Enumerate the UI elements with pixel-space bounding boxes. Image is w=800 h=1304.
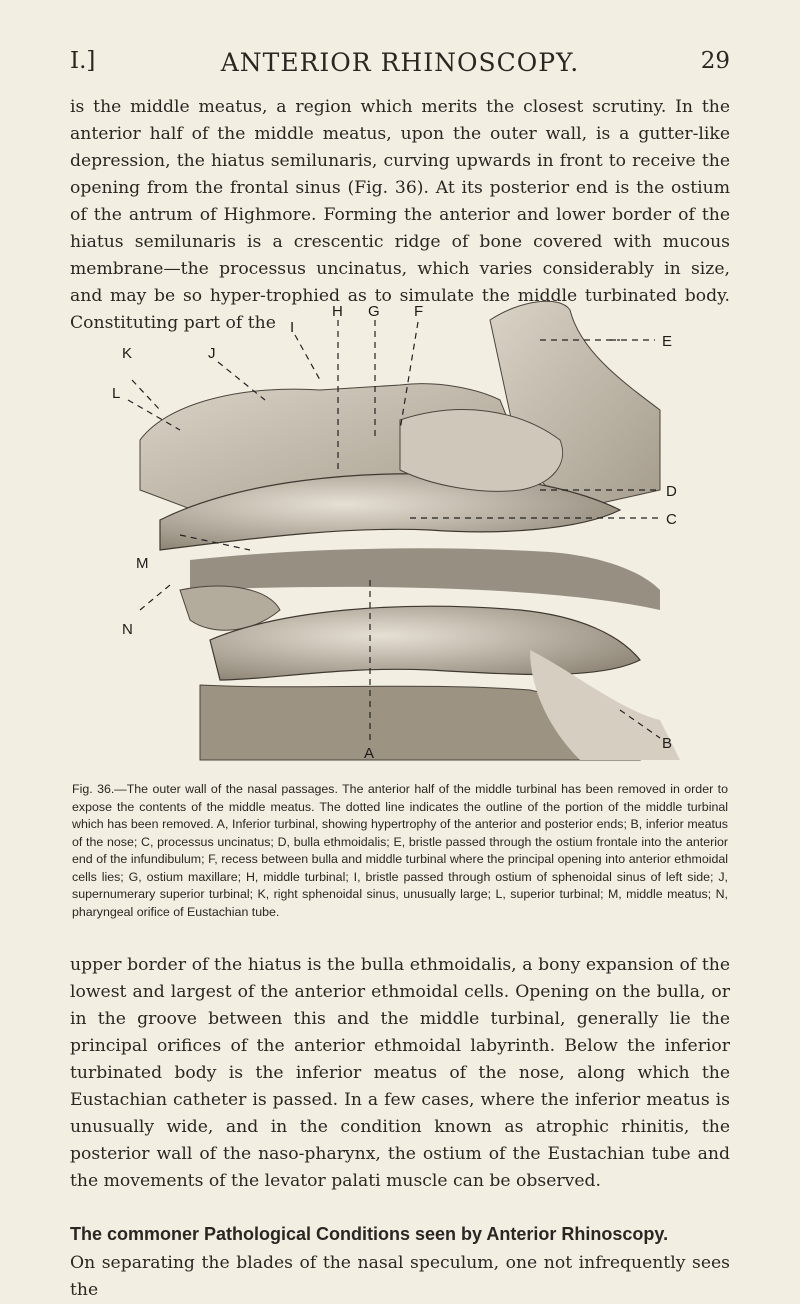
label-d: D	[666, 483, 677, 500]
label-b: B	[662, 735, 673, 752]
body-paragraph-1: is the middle meatus, a region which merits the closest scrutiny. In the anterior half of the middle meatus, upon the outer wall, is a gutter-like depression, the hiatus semilunaris, curving upwards in front to receive the opening from the frontal sinus (Fig. 36). At its posterior end is the ostium of the antrum of Highmore. Forming the anterior and lower border of the hiatus semilunaris is a crescentic ridge of bone covered with mucous membrane—the processus uncinatus, which varies considerably in size, and may be so hyper-trophied as to simulate the middle turbinated body. Constituting part of the	[70, 97, 730, 333]
label-l: L	[112, 385, 121, 402]
label-j: J	[208, 345, 216, 362]
label-c: C	[666, 511, 677, 528]
label-m: M	[136, 555, 149, 572]
label-g: G	[368, 303, 380, 320]
section-heading: The commoner Pathological Conditions seen by Anterior Rhinoscopy.	[70, 1224, 669, 1244]
label-f: F	[414, 303, 424, 320]
running-header	[70, 48, 730, 80]
page-number: 29	[700, 48, 730, 74]
figure-caption: Fig. 36.—The outer wall of the nasal passages. The anterior half of the middle turbinal has been removed in order to expose the contents of the middle meatus. The dotted line indicates the outline of the portion of the middle turbinal which has been removed. A, Inferior turbinal, showing hypertrophy of the anterior and posterior ends; B, inferior meatus of the nose; C, processus uncinatus; D, bulla ethmoidalis; E, bristle passed through the ostium frontale into the anterior end of the infundibulum; F, recess between bulla and middle turbinal where the principal opening into anterior ethmoidal cells lies; G, ostium maxillare; H, middle turbinal; I, bristle passed through ostium of sphenoidal sinus of left side; J, supernumerary superior turbinal; K, right sphenoidal sinus, unusually large; L, superior turbinal; M, middle meatus; N, pharyngeal orifice of Eustachian tube.	[72, 782, 728, 919]
label-i: I	[290, 319, 295, 336]
inferior-turbinal	[210, 606, 640, 680]
running-title: ANTERIOR RHINOSCOPY.	[220, 48, 580, 77]
anatomical-illustration	[100, 290, 700, 770]
label-k: K	[122, 345, 133, 362]
label-h: H	[332, 303, 343, 320]
label-a: A	[364, 745, 375, 762]
body-paragraph-2: upper border of the hiatus is the bulla ethmoidalis, a bony expansion of the lowest and largest of the anterior ethmoidal cells. Opening on the bulla, or in the groove between this and the middle turbinal, generally lie the principal orifices of the anterior ethmoidal labyrinth. Below the inferior turbinated body is the inferior meatus of the nose, along which the Eustachian catheter is passed. In a few cases, where the inferior meatus is unusually wide, and in the condition known as atrophic rhinitis, the posterior wall of the naso-pharynx, the ostium of the Eustachian tube and the movements of the levator palati muscle can be observed.	[70, 955, 730, 1191]
body-paragraph-3: On separating the blades of the nasal speculum, one not infrequently sees the	[70, 1253, 730, 1300]
label-n: N	[122, 621, 133, 638]
section-number: I.]	[70, 48, 96, 74]
label-e: E	[662, 333, 673, 350]
figure-36-nasal-wall	[100, 290, 700, 770]
